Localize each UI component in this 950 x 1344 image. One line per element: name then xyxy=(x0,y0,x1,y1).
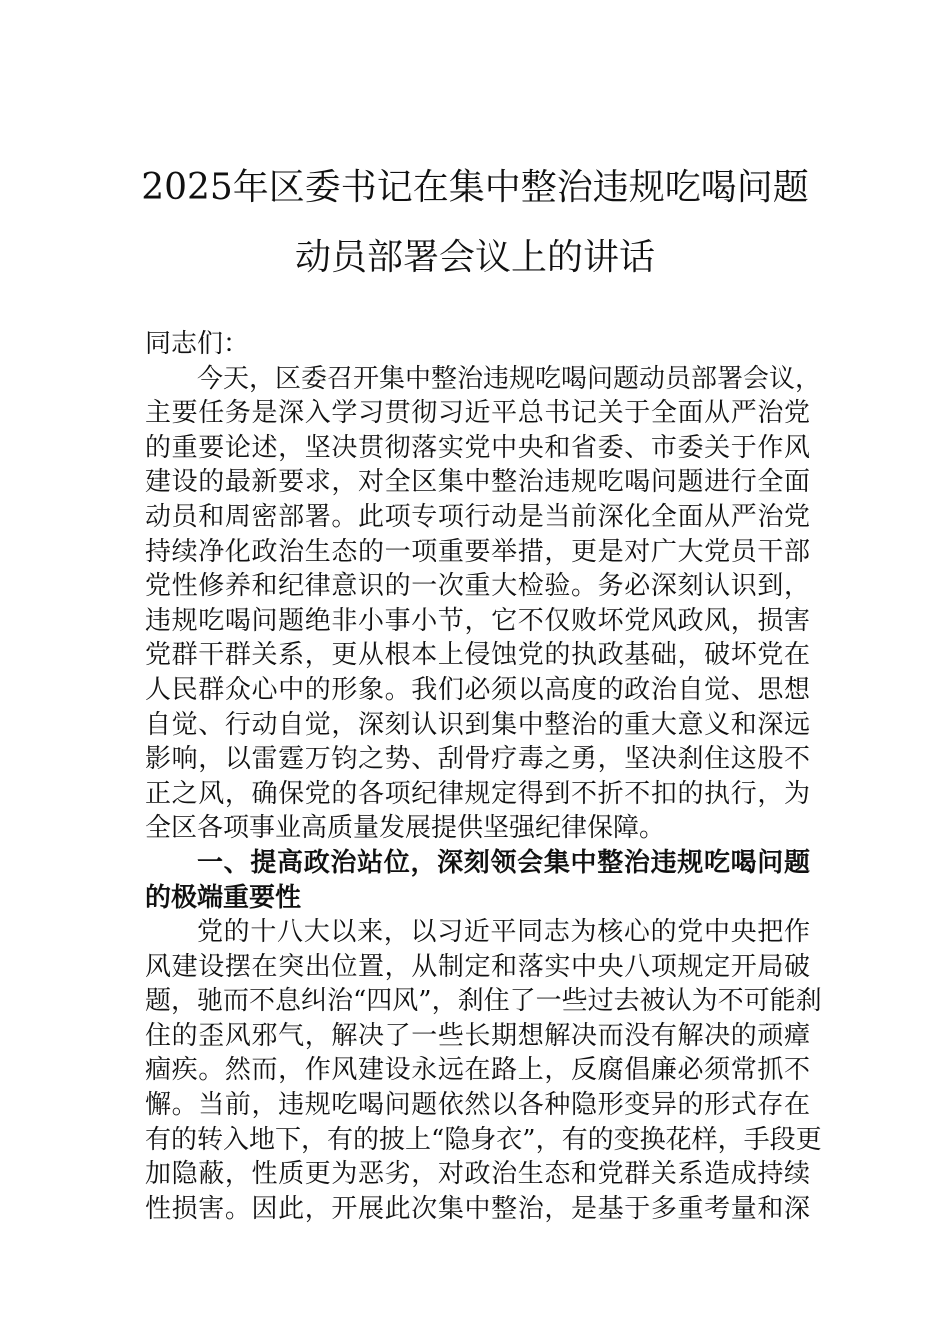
paragraph-1-line: 正之风，确保党的各项纪律规定得到不折不扣的执行，为 xyxy=(145,778,810,809)
section-heading-line: 的极端重要性 xyxy=(145,882,302,913)
paragraph-1-line: 建设的最新要求，对全区集中整治违规吃喝问题进行全面 xyxy=(145,467,810,498)
paragraph-1-line: 影响，以雷霆万钧之势、刮骨疗毒之勇，坚决刹住这股不 xyxy=(145,744,810,775)
paragraph-1-line: 党群干群关系，更从根本上侵蚀党的执政基础，破坏党在 xyxy=(145,640,810,671)
paragraph-1-line: 人民群众心中的形象。我们必须以高度的政治自觉、思想 xyxy=(145,674,810,705)
document-title-line-1: 2025年区委书记在集中整治违规吃喝问题 xyxy=(141,167,809,208)
salutation: 同志们： xyxy=(145,329,250,359)
document-title-line-2: 动员部署会议上的讲话 xyxy=(294,237,655,278)
paragraph-1-line: 党性修养和纪律意识的一次重大检验。务必深刻认识到， xyxy=(145,571,810,602)
paragraph-2-line: 懈。当前，违规吃喝问题依然以各种隐形变异的形式存在 xyxy=(145,1090,810,1121)
paragraph-1-line: 的重要论述，坚决贯彻落实党中央和省委、市委关于作风 xyxy=(145,432,810,463)
paragraph-2-line: 痼疾。然而，作风建设永远在路上，反腐倡廉必须常抓不 xyxy=(145,1055,810,1086)
paragraph-1-line: 主要任务是深入学习贯彻习近平总书记关于全面从严治党 xyxy=(145,398,810,429)
paragraph-2-line: 有的转入地下，有的披上“隐身衣”，有的变换花样，手段更 xyxy=(145,1124,822,1155)
paragraph-2-line: 住的歪风邪气，解决了一些长期想解决而没有解决的顽瘴 xyxy=(145,1020,810,1051)
paragraph-2-line: 党的十八大以来，以习近平同志为核心的党中央把作 xyxy=(197,917,810,948)
document-body xyxy=(145,327,822,1226)
paragraph-1-line: 自觉、行动自觉，深刻认识到集中整治的重大意义和深远 xyxy=(145,709,810,740)
paragraph-1-line: 全区各项事业高质量发展提供坚强纪律保障。 xyxy=(145,813,666,844)
paragraph-1-line: 持续净化政治生态的一项重要举措，更是对广大党员干部 xyxy=(145,536,810,567)
paragraph-1-line: 违规吃喝问题绝非小事小节，它不仅败坏党风政风，损害 xyxy=(145,605,810,636)
paragraph-2-line: 风建设摆在突出位置，从制定和落实中央八项规定开局破 xyxy=(145,951,810,982)
paragraph-2-line: 加隐蔽，性质更为恶劣，对政治生态和党群关系造成持续 xyxy=(145,1159,810,1190)
paragraph-2-line: 性损害。因此，开展此次集中整治，是基于多重考量和深 xyxy=(145,1193,810,1224)
section-heading-line: 一、提高政治站位，深刻领会集中整治违规吃喝问题 xyxy=(197,847,810,878)
paragraph-1-line: 动员和周密部署。此项专项行动是当前深化全面从严治党 xyxy=(145,501,810,532)
paragraph-1-line: 今天，区委召开集中整治违规吃喝问题动员部署会议， xyxy=(197,363,822,394)
paragraph-2-line: 题，驰而不息纠治“四风”，刹住了一些过去被认为不可能刹 xyxy=(145,986,822,1017)
